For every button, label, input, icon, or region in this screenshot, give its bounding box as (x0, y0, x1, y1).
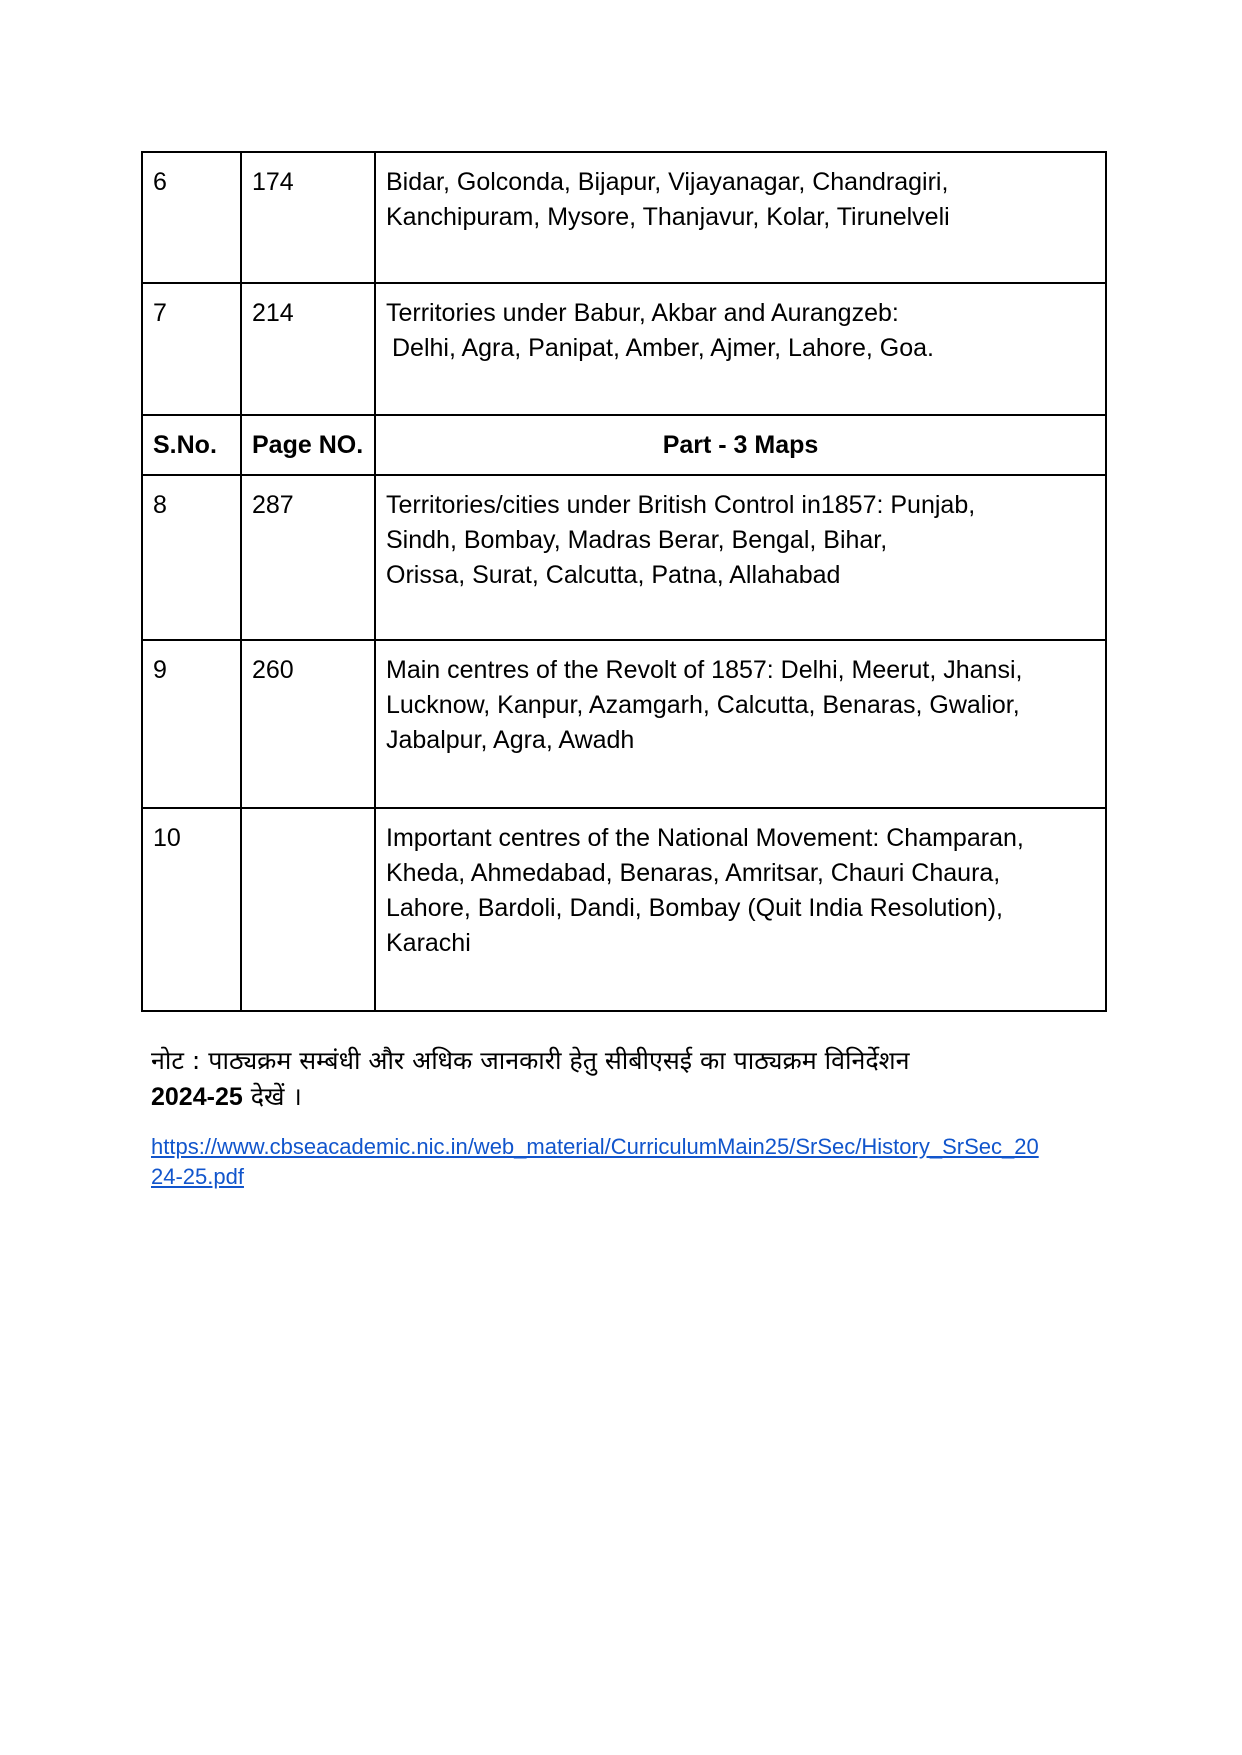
places-line: Lahore, Bardoli, Dandi, Bombay (Quit India Resolution), (386, 894, 1003, 922)
curriculum-link[interactable] (151, 1132, 1111, 1192)
places-line: Bidar, Golconda, Bijapur, Vijayanagar, Chandragiri, (386, 168, 949, 196)
note-text (151, 1043, 1111, 1115)
page-header: Page NO. (241, 415, 375, 475)
sno-cell: 8 (142, 475, 241, 640)
table-row (142, 475, 1106, 640)
places-cell (375, 152, 1106, 283)
sno-cell: 6 (142, 152, 241, 283)
sno-cell: 9 (142, 640, 241, 808)
places-cell (375, 475, 1106, 640)
note-year: 2024-25 (151, 1083, 243, 1111)
places-line: Jabalpur, Agra, Awadh (386, 726, 635, 754)
table-row (142, 808, 1106, 1011)
places-cell (375, 283, 1106, 415)
section-header-row (142, 415, 1106, 475)
places-line: Karachi (386, 929, 471, 957)
page-cell (241, 808, 375, 1011)
note-line-2-rest: देखें । (242, 1082, 302, 1111)
note-line-1: नोट : पाठ्यक्रम सम्बंधी और अधिक जानकारी हेतु सीबीएसई का पाठ्यक्रम विनिर्देशन (151, 1046, 910, 1075)
places-line: Important centres of the National Movement: Champaran, (386, 824, 1024, 852)
places-line: Kheda, Ahmedabad, Benaras, Amritsar, Chauri Chaura, (386, 859, 1001, 887)
places-line: Delhi, Agra, Panipat, Amber, Ajmer, Lahore, Goa. (392, 334, 934, 362)
sno-cell: 7 (142, 283, 241, 415)
sno-cell: 10 (142, 808, 241, 1011)
page-cell: 214 (241, 283, 375, 415)
page-cell: 260 (241, 640, 375, 808)
places-line: Territories under Babur, Akbar and Aurangzeb: (386, 299, 899, 327)
page-cell: 174 (241, 152, 375, 283)
section-title: Part - 3 Maps (375, 415, 1106, 475)
table-row (142, 640, 1106, 808)
places-line: Orissa, Surat, Calcutta, Patna, Allahabad (386, 561, 841, 589)
table-row (142, 283, 1106, 415)
curriculum-link-line-1[interactable]: https://www.cbseacademic.nic.in/web_material/CurriculumMain25/SrSec/History_SrSec_20 (151, 1134, 1039, 1159)
places-line: Territories/cities under British Control in1857: Punjab, (386, 491, 976, 519)
places-line: Lucknow, Kanpur, Azamgarh, Calcutta, Benaras, Gwalior, (386, 691, 1020, 719)
maps-table (141, 151, 1107, 1012)
places-cell (375, 808, 1106, 1011)
sno-header: S.No. (142, 415, 241, 475)
page-cell: 287 (241, 475, 375, 640)
curriculum-link-line-2[interactable]: 24-25.pdf (151, 1164, 244, 1189)
places-cell (375, 640, 1106, 808)
places-line: Main centres of the Revolt of 1857: Delhi, Meerut, Jhansi, (386, 656, 1023, 684)
note-line-2 (151, 1079, 1111, 1115)
places-line: Kanchipuram, Mysore, Thanjavur, Kolar, Tirunelveli (386, 203, 950, 231)
places-line: Sindh, Bombay, Madras Berar, Bengal, Bihar, (386, 526, 888, 554)
table-row (142, 152, 1106, 283)
